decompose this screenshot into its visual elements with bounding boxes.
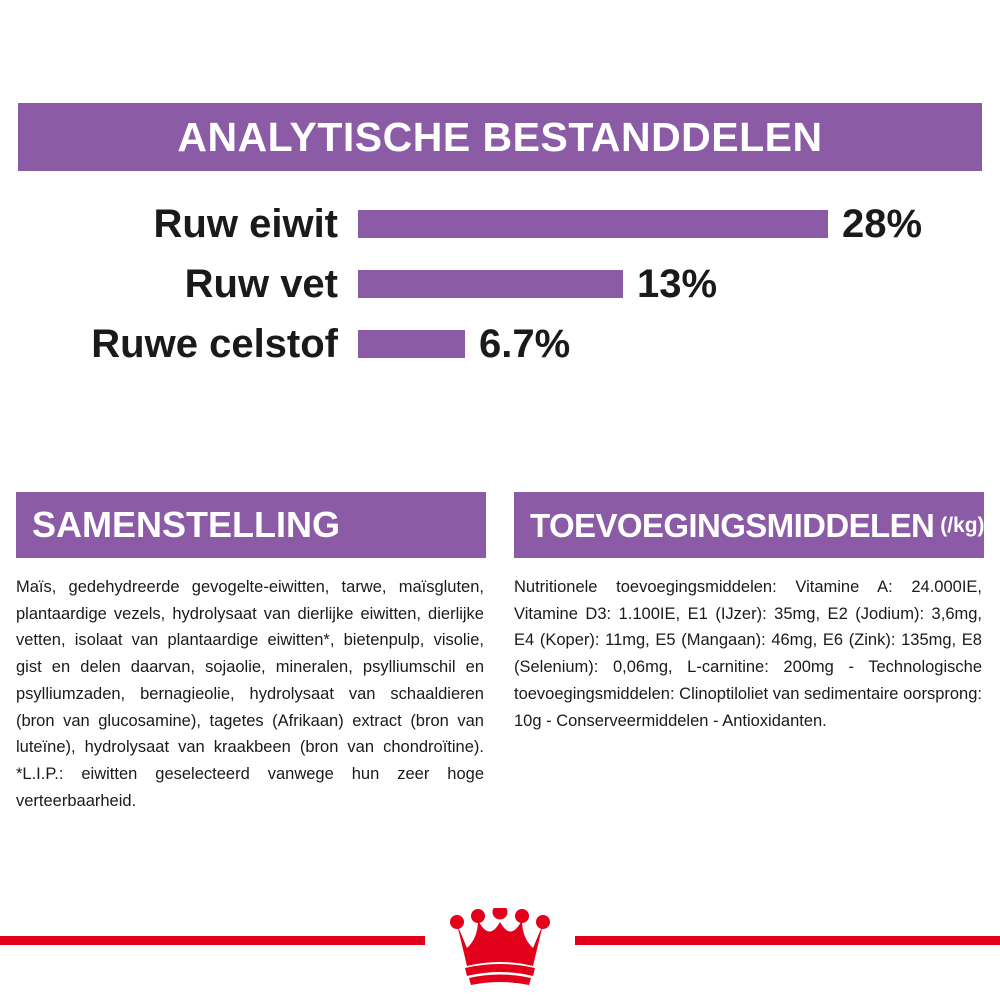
additives-title: TOEVOEGINGSMIDDELEN [530, 506, 935, 544]
composition-title: SAMENSTELLING [32, 504, 341, 545]
bar-row [18, 196, 982, 252]
additives-body: Nutritionele toevoegingsmiddelen: Vitamine A: 24.000IE, Vitamine D3: 1.100IE, E1 (IJzer): 35mg, E2 (Jodium): 3,6mg, E4 (Koper): 11mg, E5 (Mangaan): 46mg, E6 (Zink): 135mg, E8 (Selenium): 0,06mg, L-carnitine: 200mg - Technologische toevoegingsmiddelen: Clinoptiloliet van sedimentaire oorsprong: 10g - Conserveermiddelen - Antioxidanten. [514, 578, 982, 730]
bar-label-fibre: Ruwe celstof [91, 322, 338, 366]
bar-label-fat: Ruw vet [184, 262, 338, 306]
bar-row [18, 256, 982, 312]
additives-header [514, 492, 984, 558]
bar-track-fat [358, 264, 982, 304]
bar-track-fibre [358, 324, 982, 364]
bar-fill-protein [358, 210, 828, 238]
crown-icon [445, 908, 555, 988]
composition-section [16, 492, 486, 814]
bar-row [18, 316, 982, 372]
analytical-constituents-chart [18, 196, 982, 376]
composition-header [16, 492, 486, 558]
analytical-constituents-header [18, 103, 982, 171]
bar-value-fat: 13% [637, 262, 718, 306]
additives-section [514, 492, 984, 734]
bar-track-protein [358, 204, 982, 244]
bar-label-protein: Ruw eiwit [153, 202, 338, 246]
bar-value-protein: 28% [842, 202, 923, 246]
brand-logo [425, 908, 575, 996]
additives-unit: (/kg) [940, 513, 985, 537]
composition-body: Maïs, gedehydreerde gevogelte-eiwitten, tarwe, maïsgluten, plantaardige vezels, hydrolysaat van dierlijke eiwitten, dierlijke vetten, isolaat van plantaardige eiwitten*, bietenpulp, visolie, gist en delen daarvan, sojaolie, mineralen, psylliumschil en psylliumzaden, bernagieolie, hydrolysaat van schaaldieren (bron van glucosamine), tagetes (Afrikaan) extract (bron van luteïne), hydrolysaat van kraakbeen (bron van chondroïtine). *L.I.P.: eiwitten geselecteerd vanwege hun zeer hoge verteerbaarheid. [16, 578, 484, 810]
bar-value-fibre: 6.7% [479, 322, 571, 366]
analytical-constituents-title: ANALYTISCHE BESTANDDELEN [177, 113, 823, 160]
footer [0, 908, 1000, 1000]
bar-fill-fibre [358, 330, 465, 358]
bar-fill-fat [358, 270, 623, 298]
